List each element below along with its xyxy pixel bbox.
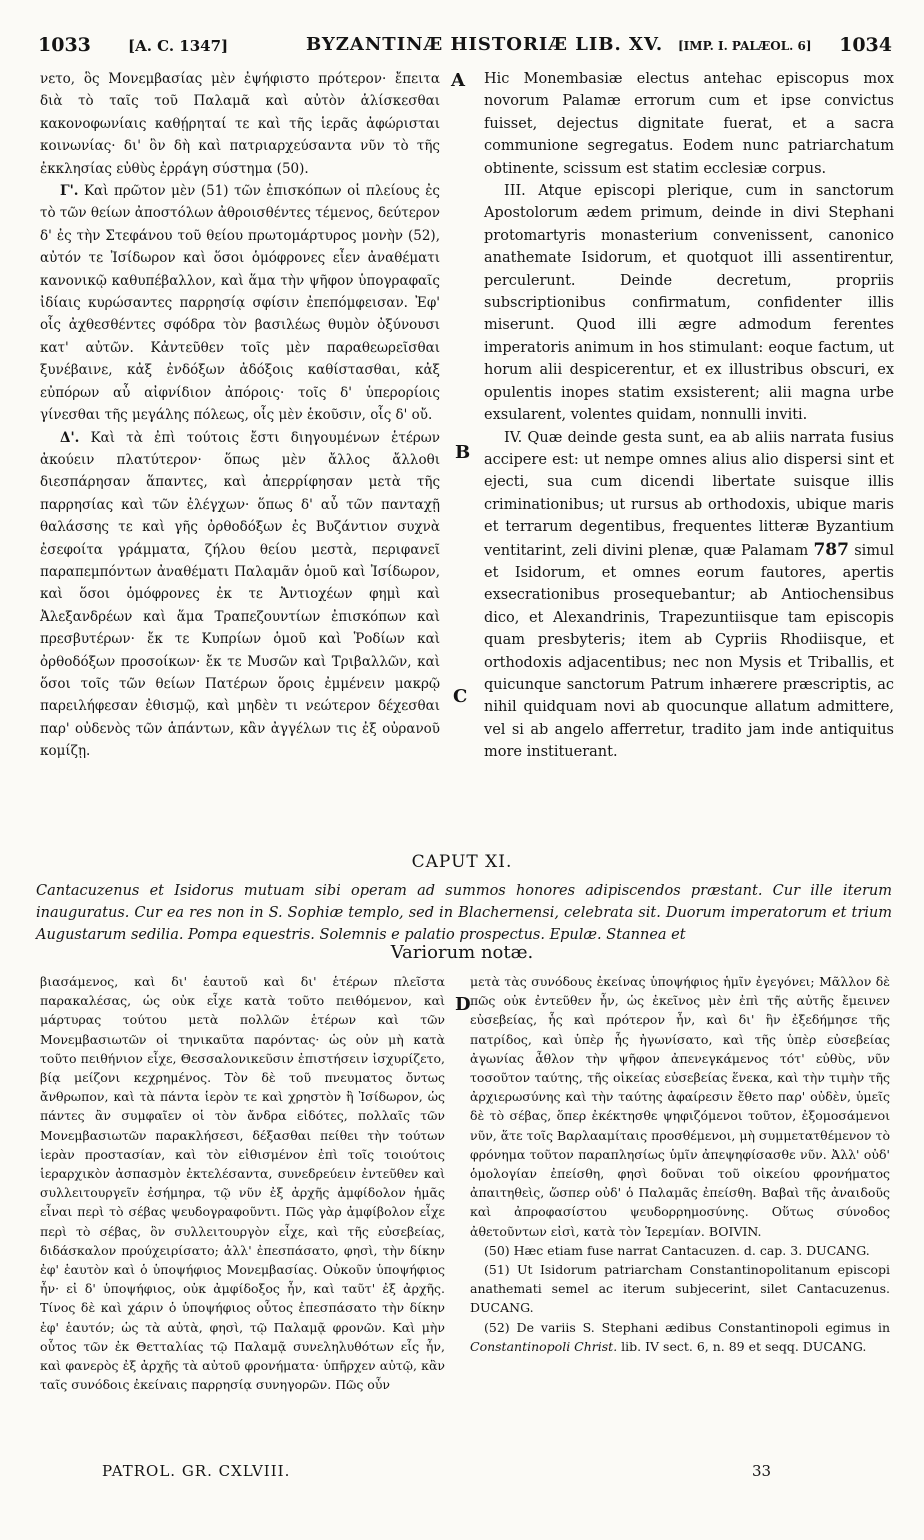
latin-paragraph: III. Atque episcopi plerique, cum in sanctorum Apostolorum ædem primum, deinde in divi Stephani protomartyris monasterium convenissent, canonico anathemate Isidorum, et quotquot illi assentirentur, perculerunt. Deinde decretum, propriis subscriptionibus confirmatum, confidenter illis miserunt. Quod illi ægre admodum ferentes imperatoris animum in hos stimulant: eoque factum, ut horum alii despicerentur, et ex illustribus obscuri, ex opulentis inopes statim exsisterent; alii magna urbe exsularent, volentes quidam, nonnulli inviti. [484, 183, 894, 424]
footnote-text: (52) De variis S. Stephani ædibus Constantinopoli egimus in [484, 1319, 890, 1335]
column-number: 787 [813, 539, 849, 560]
note-author: BOIVIN. [708, 1223, 762, 1239]
chapter-heading: CAPUT XI. [411, 852, 513, 872]
series-signature: PATROL. GR. CXLVIII. [102, 1462, 291, 1480]
page-number-right: 1034 [839, 34, 892, 56]
footnote-text: lib. IV sect. 6, n. 89 et seqq. [621, 1338, 799, 1354]
note-author: DUCANG. [470, 1300, 534, 1316]
notes-right-column [470, 972, 890, 1356]
greek-paragraph [40, 180, 440, 426]
footnote-50 [470, 1241, 890, 1260]
margin-marker-a: A [451, 70, 465, 91]
notes-left-column [40, 972, 445, 1394]
margin-marker-c: C [453, 686, 468, 707]
greek-paragraph: νετο, ὃς Μονεμβασίας μὲν ἐψήφιστο πρότερον· ἔπειτα διὰ τὸ ταῖς τοῦ Παλαμᾶ καὶ αὐτὸν ἁλίσκεσθαι κακονοφωνίαις καθῄρηταί τε καὶ τῆς ἱερᾶς ἀφώρισται κοινωνίας· δι' ὃν δὴ καὶ πατριαρχεύσαντα νῦν τὸ τῆς ἐκκλησίας εὐθὺς ἐρράγη σύστημα (50). [40, 71, 440, 177]
latin-column [484, 68, 894, 764]
note-continuation: μετὰ τὰς συνόδους ἐκείνας ὑποψήφιος ἡμῖν ἐγεγόνει; Μᾶλλον δὲ πῶς οὐκ ἐντεῦθεν ἦν, ὡς ἐκεῖνος μὲν ἐπὶ τῆς αὐτῆς ἔμεινεν εὐσεβείας, ἧς καὶ πρότερον ἦν, καὶ δι' ἣν ἐξεδήμησε τῆς πατρίδος, καὶ ὑπὲρ ἧς ἠγωνίσατο, καὶ τῆς ὑπὲρ εὐσεβείας ἀγωνίας ἆθλον τὴν ψῆφον ἀπενεγκάμενος τότ' εὐθὺς, νῦν τοσοῦτον ταύτης, τῆς οἰκείας εὐσεβείας ἕνεκα, καὶ τὴν τιμὴν τῆς ἀρχιερωσύνης καὶ τὴν ταύτης ἀφαίρεσιν ἔθετο παρ' οὐδὲν, ὑμεῖς δὲ τὸ σέβας, ὅπερ ἐκέκτησθε ψηφιζόμενοι τοῦτον, ἐξομοσάμενοι νῦν, ἅτε τοῖς Βαρλααμίταις προσθέμενοι, μὴ συμμετατθέμενον τὸ φρόνημα τοῦτον παραπλησίως ὑμῖν ἀπεψηφίσασθε νῦν. Ἀλλ' οὐδ' ὁμολογίαν ἐπείσθη, φησὶ δοῦναι τοῦ οἰκείου φρονήματος ἀπαιτηθεὶς, ὥσπερ οὐδ' ὁ Παλαμᾶς ἐπείσθη. Βαβαὶ τῆς ἀναιδοῦς καὶ ἀπροφασίστου ψευδορρημοσύνης. Οὕτως σύνοδος ἀθετοῦντων εἰσὶ, κατὰ τὸν Ἱερεμίαν. [470, 974, 890, 1239]
greek-column [40, 68, 440, 763]
note-text [470, 972, 890, 1241]
cited-work: Constantinopoli Christ. [470, 1338, 618, 1354]
margin-marker-d: D [455, 994, 471, 1015]
book-title: BYZANTINÆ HISTORIÆ LIB. XV. [306, 34, 664, 55]
margin-marker-b: B [455, 442, 471, 463]
greek-paragraph [40, 427, 440, 763]
notes-heading: Variorum notæ. [390, 942, 534, 963]
section-number: Γ'. [60, 183, 79, 200]
greek-paragraph-text: Καὶ πρῶτον μὲν (51) τῶν ἐπισκόπων οἱ πλείους ἐς τὸ τῶν θείων ἀποστόλων ἀθροισθέντες τέμενος, δεύτερον δ' ἐς τὴν Στεφάνου τοῦ θείου πρωτομάρτυρος μονὴν (52), αὐτόν τε Ἰσίδωρον καὶ ὅσοι ὁμόφρονες εἶεν ἀναθέματι κανονικῷ καθυπέβαλλον, καὶ ἅμα τὴν ψῆφον ὑπογραφαῖς ἰδίαις κυρώσαντες παρρησίᾳ σφίσιν ἐπεπόμφεισαν. Ἐφ' οἷς ἀχθεσθέντες σφόδρα τὸν βασιλέως θυμὸν ὀξύνουσι κατ' αὐτῶν. Κἀντεῦθεν τοῖς μὲν παραθεωρεῖσθαι ξυνέβαινε, κἀξ ἐνδόξων ἀδόξοις καθίστασθαι, κἀξ εὐπόρων αὖ αἰφνίδιον ἀπόροις· τοῖς δ' ὑπερορίοις γίνεσθαι τῆς μεγάλης πόλεως, οἷς μὲν ἑκοῦσιν, οἷς δ' οὔ. [40, 183, 441, 424]
footnote-51 [470, 1260, 890, 1318]
note-author: DUCANG. [802, 1338, 867, 1354]
reign-marker: [IMP. I. PALÆOL. 6] [678, 39, 812, 53]
latin-paragraph-text: simul et Isidorum, et omnes eorum fautores, apertis exsecrationibus prosequebantur; ab Antiochensibus dico, et Alexandrinis, Trapezuntiisque tam episcopis quam presbyteris; item ab Cypriis Rhodiisque, et orthodoxis adjacentibus; nec non Mysis et Triballis, et quicunque sanctorum Patrum inhærere præscriptis, ac nihil quidquam novi ab quocunque allatum admittere, vel si ab angelo afferretur, tradito jam inde antiquitus more instituerant. [484, 542, 895, 761]
year-marker: [A. C. 1347] [128, 37, 229, 55]
note-text: βιασάμενος, καὶ δι' ἑαυτοῦ καὶ δι' ἑτέρων πλεῖστα παρακαλέσας, ὡς οὐκ εἶχε κατὰ τοῦτο πειθόμενον, καὶ μάρτυρας τούτου μετὰ πολλῶν ἑτέρων καὶ τῶν Μονεμβασιωτῶν οἱ τηνικαῦτα παρόντας· ὡς οὐν μὴ κατὰ τοῦτο πειθήνιον εἶχε, Θεσσαλονικεῦσιν ἐπιστήσειν ἰσχυρίζετο, βίᾳ μείζονι κεχρημένος. Τὸν δὲ τοῦ πνευματος ὄντως ἄνθρωπον, καὶ τὰ πάντα ἱερὸν τε καὶ χρηστὸν ἢ Ἰσίδωρον, ὡς πάντες ἂν συμφαῖεν οἱ τὸν ἄνδρα εἰδότες, πολλαῖς τῶν Μονεμβασιωτῶν παρακλήσεσι, δέξασθαι πείθει τὴν τούτων ἱερὰν προστασίαν, καὶ τὸν εἰθισμένον ἐπὶ τοῖς τοιούτοις ἱεραρχικὸν ἀσπασμὸν ἐκτελέσαντα, συνεδρεύειν ἐντεῦθεν καὶ συλλειτουργεῖν ἐσήμηρα, τῷ νῦν ἐξ ἀρχῆς ἀμφίδολον ἡμᾶς εἶναι περὶ τὸ σέβας ψευδογραφοῦντι. Πῶς γὰρ ἀμφίβολον εἶχε περὶ τὸ σέβας, ὃν συλλειτουργὸν εἶχε, καὶ τῆς εὐσεβείας, διδάσκαλον προύχειρίσατο; ἀλλ' ἐπεσπάσατο, φησὶ, τὴν δίκην ἐφ' ἑαυτὸν καὶ ὁ ὑποψήφιος Μονεμβασίας. Οὐκοῦν ὑποψήφιος ἦν· εἰ δ' ὑποψήφιος, οὐκ ἀμφίδοξος ἦν, καὶ ταῦτ' ἐξ ἀρχῆς. Τίνος δὲ καὶ χάριν ὁ ὑποψήφιος οὗτος ἐπεσπάσατο τὴν δίκην ἐφ' ἑαυτόν; ὡς τὰ αὐτὰ, φησὶ, τῷ Παλαμᾷ φρονῶν. Καὶ μὴν οὗτος τῶν ἐκ Θετταλίας τῷ Παλαμᾷ συνεληλυθότων εἷς ἦν, καὶ φανερὸς ἐξ ἀρχῆς τὰ αὐτοῦ φρονήματα· ὑπῆρχεν αὐτῷ, κἂν ταῖς συνόδοις ἐκείναις παρρησίᾳ συνηγορῶν. Πῶς οὖν [40, 974, 445, 1393]
section-number: Δ'. [60, 429, 80, 446]
signature-number: 33 [752, 1462, 772, 1480]
footnote-text: (51) Ut Isidorum patriarcham Constantinopolitanum episcopi anathemati semel ac iterum subjecerint, silet Cantacuzenus. [470, 1262, 890, 1297]
footnote-text: (50) Hæc etiam fuse narrat Cantacuzen. d. cap. 3. [484, 1242, 803, 1258]
latin-paragraph-text: IV. Quæ deinde gesta sunt, ea ab aliis narrata fusius accipere est: ut nempe omnes alius alio dispersi sint et ejecti, sua cum dicendi libertate suisque illis criminationibus; ut rursus ab orthodoxis, ubique maris et terrarum degentibus, frequentes litteræ Byzantium ventitarint, zeli divini plenæ, quæ Palamam [484, 429, 894, 559]
running-header [38, 34, 892, 64]
latin-paragraph [484, 427, 894, 764]
footnote-52 [470, 1318, 890, 1356]
page-number-left: 1033 [38, 34, 91, 56]
greek-paragraph-text: Καὶ τὰ ἐπὶ τούτοις ἔστι διηγουμένων ἑτέρων ἀκούειν πλατύτερον· ὅπως μὲν ἄλλος ἄλλοθι διεσπάρησαν ἅπαντες, καὶ ἀπερρίφησαν μετὰ τῆς παρρησίας καὶ τῶν ἐλέγχων· ὅπως δ' αὖ τῶν πανταχῇ θαλάσσης τε καὶ γῆς ὀρθοδόξων ἐς Βυζάντιον συχνὰ ἐσεφοίτα γράμματα, ζήλου θείου μεστὰ, περιφανεῖ παραπεμπόντων ἀναθέματι Παλαμᾶν ὁμοῦ καὶ Ἰσίδωρον, καὶ ὅσοι ὁμόφρονες ἐκ τε Ἀντιοχέων φημὶ καὶ Ἀλεξανδρέων καὶ ἅμα Τραπεζουντίων ἐπισκόπων καὶ πρεσβυτέρων· ἔκ τε Κυπρίων ὁμοῦ καὶ Ῥοδίων καὶ ὀρθοδόξων προσοίκων· ἔκ τε Μυσῶν καὶ Τριβαλλῶν, καὶ ὅσοι τοῖς τῶν θείων Πατέρων ὅροις ἐμμένειν μακρῷ παρειλήφεσαν ἐθισμῷ, καὶ μηδὲν τι νεώτερον δέχεσθαι παρ' οὐδενὸς τῶν ἁπάντων, κἂν ἀγγέλων τις ἐξ οὐρανοῦ κομίζῃ. [40, 429, 440, 760]
chapter-summary: Cantacuzenus et Isidorus mutuam sibi operam ad summos honores adipiscendos præstant. Cur ille iterum inauguratus. Cur ea res non in S. Sophiæ templo, sed in Blachernensi, celebrata sit. Duorum imperatorum et trium Augustarum sedilia. Pompa equestris. Solemnis e palatio prospectus. Epulæ. Stannea et [36, 883, 892, 943]
latin-paragraph: Hic Monembasiæ electus antehac episcopus mox novorum Palamæ errorum cum et ipse convictus fuisset, dejectus dignitate fuerat, et a sacra communione segregatus. Eodem nunc patriarchatum obtinente, scissum est statim ecclesiæ corpus. [484, 71, 894, 177]
note-author: DUCANG. [806, 1242, 870, 1258]
